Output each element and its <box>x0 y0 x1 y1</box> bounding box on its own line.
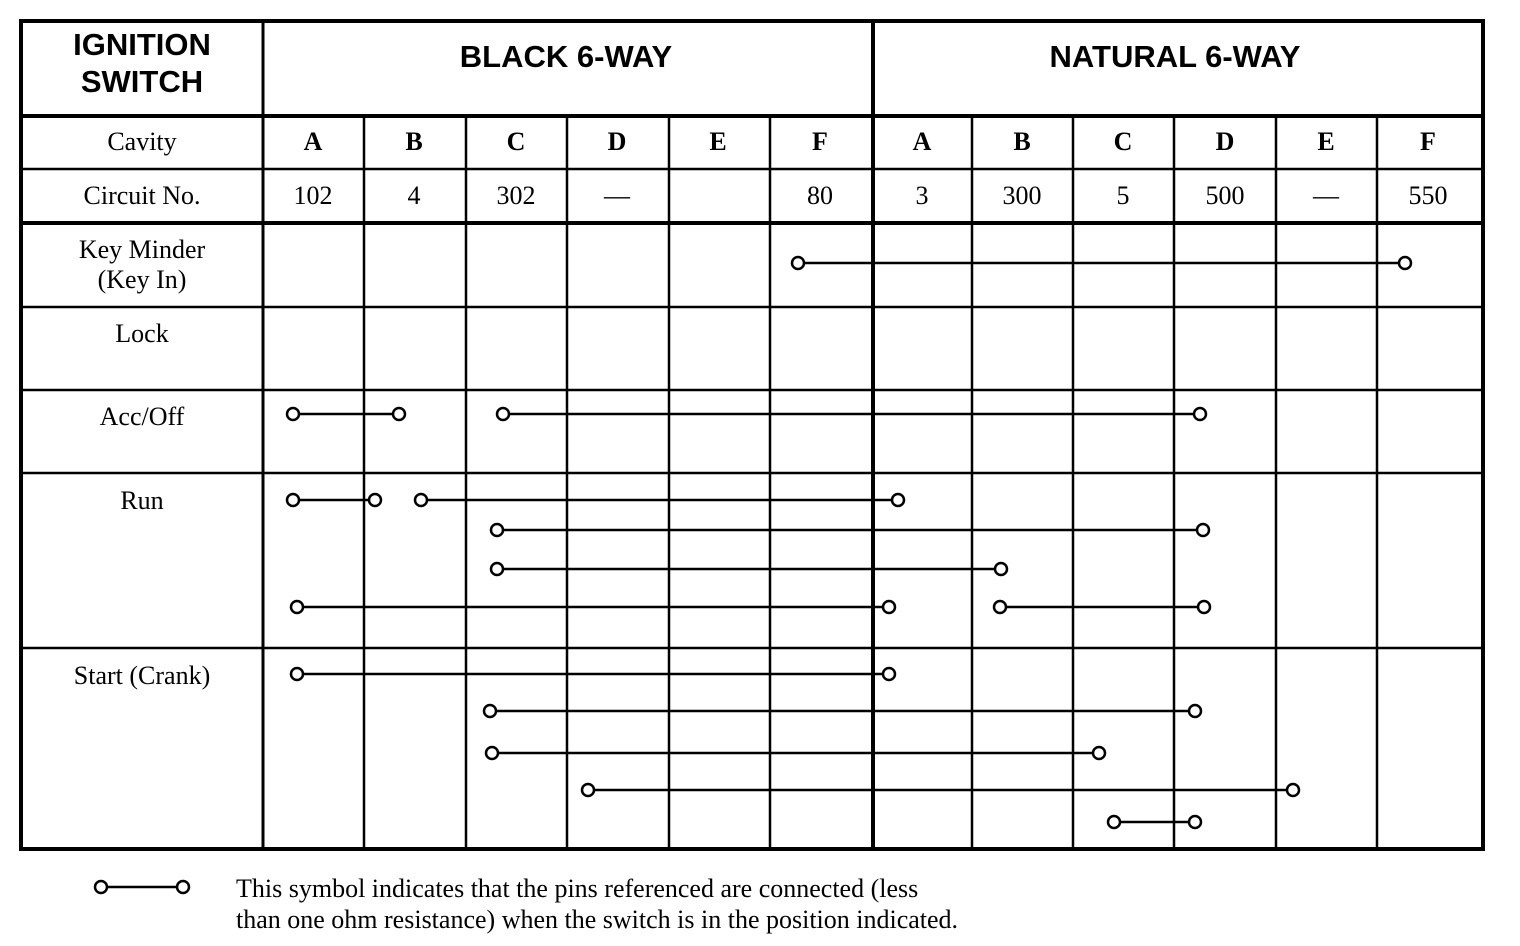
cavity-letter: A <box>912 127 932 156</box>
pin-end-circle <box>415 494 427 506</box>
connection-start-naturalC-naturalD <box>1108 816 1201 828</box>
pin-end-circle <box>1287 784 1299 796</box>
connection-start-blackC-naturalD <box>484 705 1201 717</box>
pin-end-circle <box>1399 257 1411 269</box>
position-label-key-in: (Key In) <box>97 265 187 294</box>
circuit-number: 80 <box>807 181 833 210</box>
legend-text-line1: This symbol indicates that the pins referenced are connected (less <box>236 874 919 903</box>
pin-end-circle <box>484 705 496 717</box>
pin-end-circle <box>1198 601 1210 613</box>
pin-end-circle <box>582 784 594 796</box>
circuit-number: 550 <box>1408 181 1448 210</box>
ignition-title-line1: IGNITION <box>73 27 211 62</box>
cavity-letter: A <box>303 127 323 156</box>
circuit-number: 300 <box>1002 181 1042 210</box>
continuity-connections <box>287 257 1411 828</box>
black-connector-title: BLACK 6-WAY <box>459 39 673 74</box>
connection-run-blackB-naturalA <box>415 494 904 506</box>
table-grid <box>21 21 1483 849</box>
cavity-letter: E <box>709 127 727 156</box>
cavity-letter: B <box>1013 127 1031 156</box>
legend <box>95 874 958 934</box>
connection-run-blackC-naturalB <box>491 563 1007 575</box>
pin-end-circle <box>1108 816 1120 828</box>
cavity-label: Cavity <box>107 127 177 156</box>
circuit-number: 500 <box>1205 181 1245 210</box>
connected-pins-symbol <box>95 881 189 893</box>
cavity-letters <box>304 127 1436 156</box>
pin-end-circle <box>177 881 189 893</box>
natural-connector-title: NATURAL 6-WAY <box>1049 39 1301 74</box>
cavity-letter: F <box>1420 127 1436 156</box>
cavity-letter: F <box>812 127 828 156</box>
pin-end-circle <box>1189 816 1201 828</box>
connection-acc-blackA-blackB <box>287 408 405 420</box>
connection-acc-blackC-naturalD <box>497 408 1206 420</box>
pin-end-circle <box>291 601 303 613</box>
circuit-number: — <box>1313 181 1339 210</box>
ignition-title-line2: SWITCH <box>80 64 204 99</box>
circuit-number: — <box>604 181 630 210</box>
connection-start-blackD-naturalE <box>582 784 1299 796</box>
pin-end-circle <box>994 601 1006 613</box>
connection-run-blackA-naturalA <box>291 601 895 613</box>
pin-end-circle <box>491 524 503 536</box>
pin-end-circle <box>393 408 405 420</box>
pin-end-circle <box>1189 705 1201 717</box>
pin-end-circle <box>883 668 895 680</box>
cavity-letter: D <box>607 127 627 156</box>
pin-end-circle <box>491 563 503 575</box>
legend-text-line2: than one ohm resistance) when the switch is in the position indicated. <box>236 905 959 934</box>
position-label-start-crank: Start (Crank) <box>73 661 211 690</box>
cavity-letter: B <box>405 127 423 156</box>
cavity-letter: E <box>1317 127 1335 156</box>
connection-start-blackA-naturalA <box>291 668 895 680</box>
connection-start-blackC-naturalC <box>486 747 1105 759</box>
connection-keyminder-blackF-naturalF <box>792 257 1411 269</box>
connection-run-naturalB-naturalD <box>994 601 1210 613</box>
circuit-number: 4 <box>407 181 421 210</box>
pin-end-circle <box>486 747 498 759</box>
circuit-number: 302 <box>496 181 536 210</box>
position-label-run: Run <box>120 486 164 515</box>
pin-end-circle <box>287 408 299 420</box>
cavity-letter: C <box>506 127 526 156</box>
pin-end-circle <box>1194 408 1206 420</box>
cavity-letter: C <box>1113 127 1133 156</box>
pin-end-circle <box>792 257 804 269</box>
pin-end-circle <box>497 408 509 420</box>
pin-end-circle <box>1093 747 1105 759</box>
position-label-key-minder: Key Minder <box>78 235 206 264</box>
circuit-number: 5 <box>1116 181 1130 210</box>
connection-run-blackA-blackB <box>287 494 381 506</box>
pin-end-circle <box>291 668 303 680</box>
position-label-acc-off: Acc/Off <box>99 402 185 431</box>
connection-run-blackC-naturalD <box>491 524 1209 536</box>
circuit-number: 102 <box>293 181 333 210</box>
circuit-number: 3 <box>915 181 929 210</box>
pin-end-circle <box>995 563 1007 575</box>
pin-end-circle <box>883 601 895 613</box>
pin-end-circle <box>95 881 107 893</box>
cavity-letter: D <box>1215 127 1235 156</box>
circuit-label: Circuit No. <box>83 181 201 210</box>
pin-end-circle <box>287 494 299 506</box>
table-outer-border <box>21 21 1483 849</box>
position-label-lock: Lock <box>115 319 169 348</box>
pin-end-circle <box>1197 524 1209 536</box>
pin-end-circle <box>892 494 904 506</box>
pin-end-circle <box>369 494 381 506</box>
